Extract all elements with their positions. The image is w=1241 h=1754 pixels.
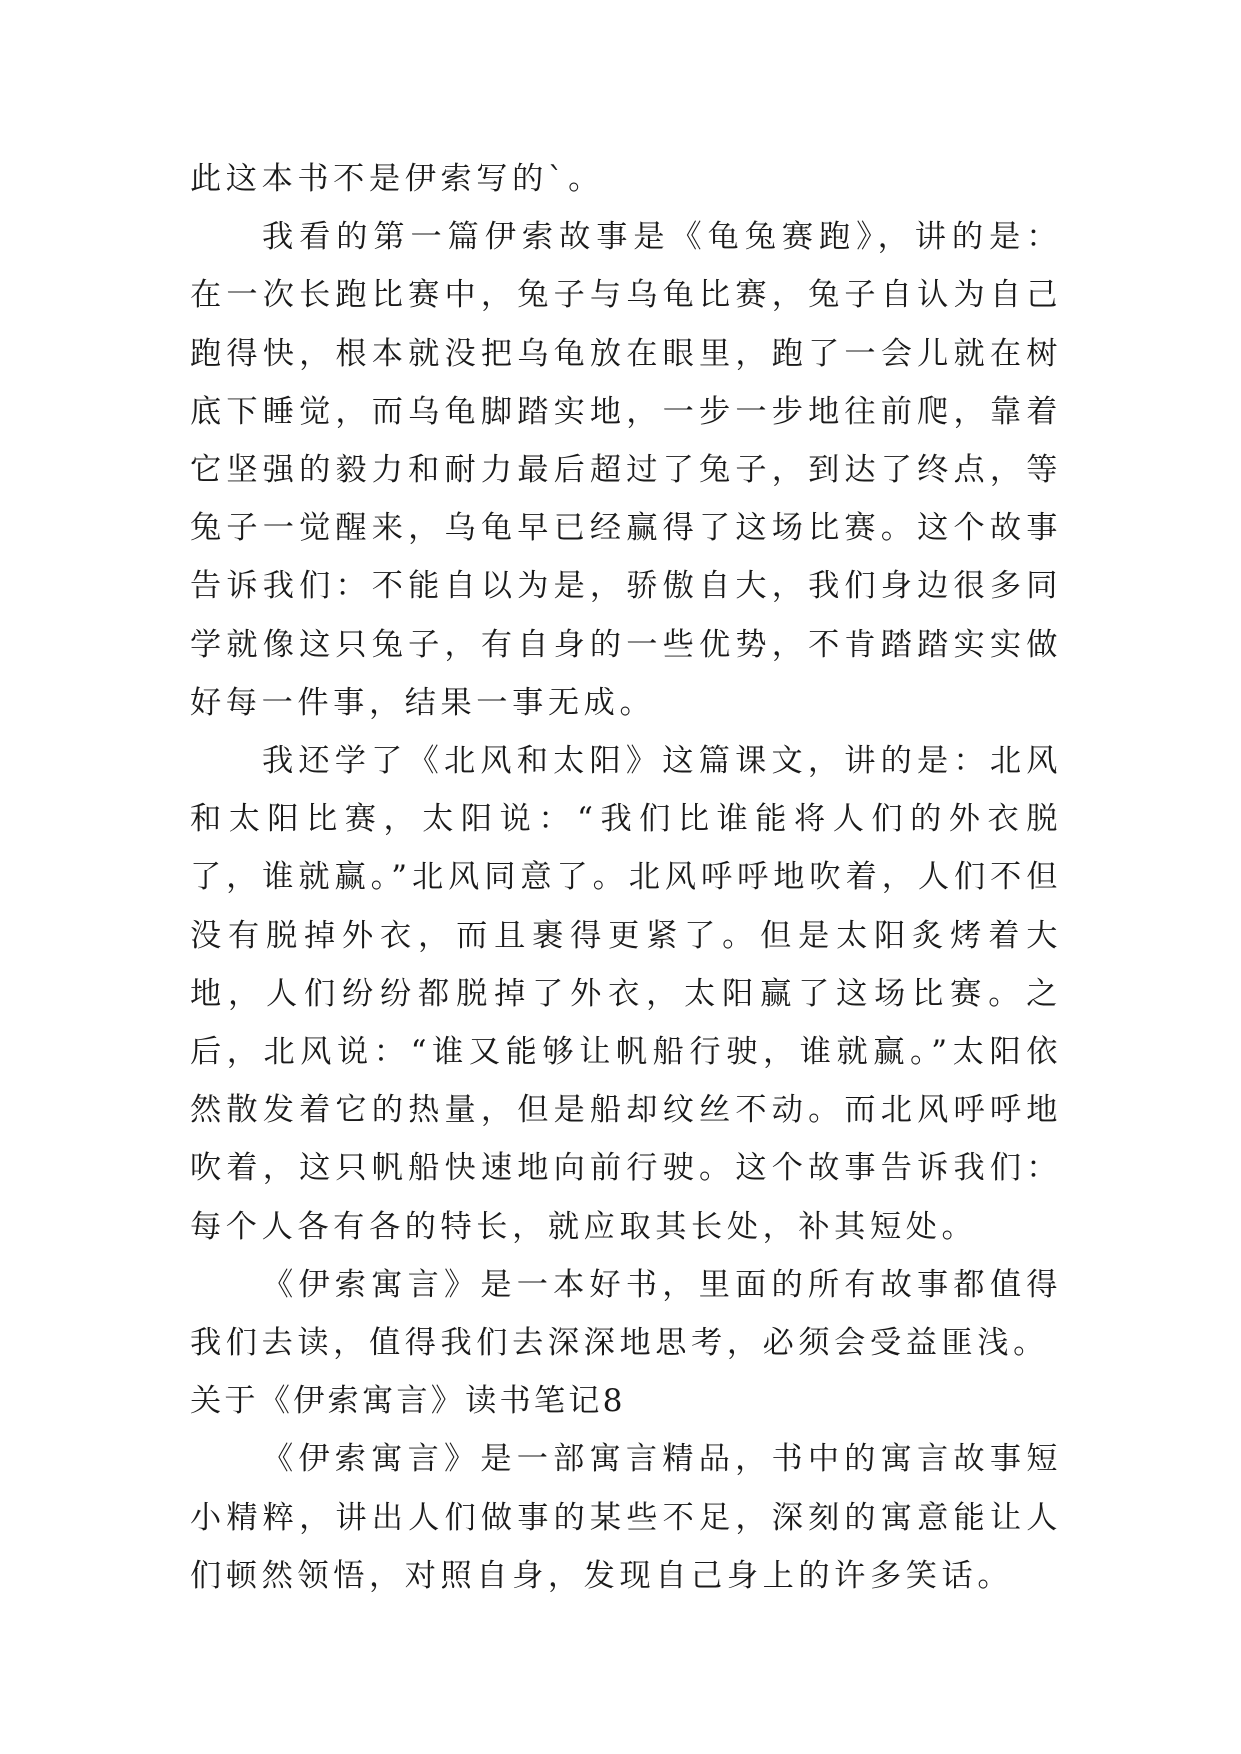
- section-heading: 关于《伊索寓言》读书笔记8: [190, 1383, 626, 1420]
- paragraph-conclusion: 《伊索寓言》是一本好书，里面的所有故事都值得我们去读，值得我们去深深地思考，必须会受益匪浅。: [190, 1266, 1062, 1362]
- paragraph-continuation: 此这本书不是伊索写的`。: [190, 161, 604, 197]
- paragraph-tortoise-hare: 我看的第一篇伊索故事是《龟兔赛跑》，讲的是：在一次长跑比赛中，兔子与乌龟比赛，兔子自认为自己跑得快，根本就没把乌龟放在眼里，跑了一会儿就在树底下睡觉，而乌龟脚踏实地，一步一步地往前爬，靠着它坚强的毅力和耐力最后超过了兔子，到达了终点，等兔子一觉醒来，乌龟早已经赢得了这场比赛。这个故事告诉我们：不能自以为是，骄傲自大，我们身边很多同学就像这只兔子，有自身的一些优势，不肯踏踏实实做好每一件事，结果一事无成。: [190, 219, 1062, 721]
- document-body: [190, 150, 1062, 1605]
- paragraph-north-wind-sun: 我还学了《北风和太阳》这篇课文，讲的是：北风和太阳比赛，太阳说：“我们比谁能将人们的外衣脱了，谁就赢。”北风同意了。北风呼呼地吹着，人们不但没有脱掉外衣，而且裹得更紧了。但是太阳炙烤着大地，人们纷纷都脱掉了外衣，太阳赢了这场比赛。之后，北风说：“谁又能够让帆船行驶，谁就赢。”太阳依然散发着它的热量，但是船却纹丝不动。而北风呼呼地吹着，这只帆船快速地向前行驶。这个故事告诉我们：每个人各有各的特长，就应取其长处，补其短处。: [190, 743, 1062, 1245]
- paragraph-note-8-intro: 《伊索寓言》是一部寓言精品，书中的寓言故事短小精粹，讲出人们做事的某些不足，深刻的寓意能让人们顿然领悟，对照自身，发现自己身上的许多笑话。: [190, 1441, 1062, 1594]
